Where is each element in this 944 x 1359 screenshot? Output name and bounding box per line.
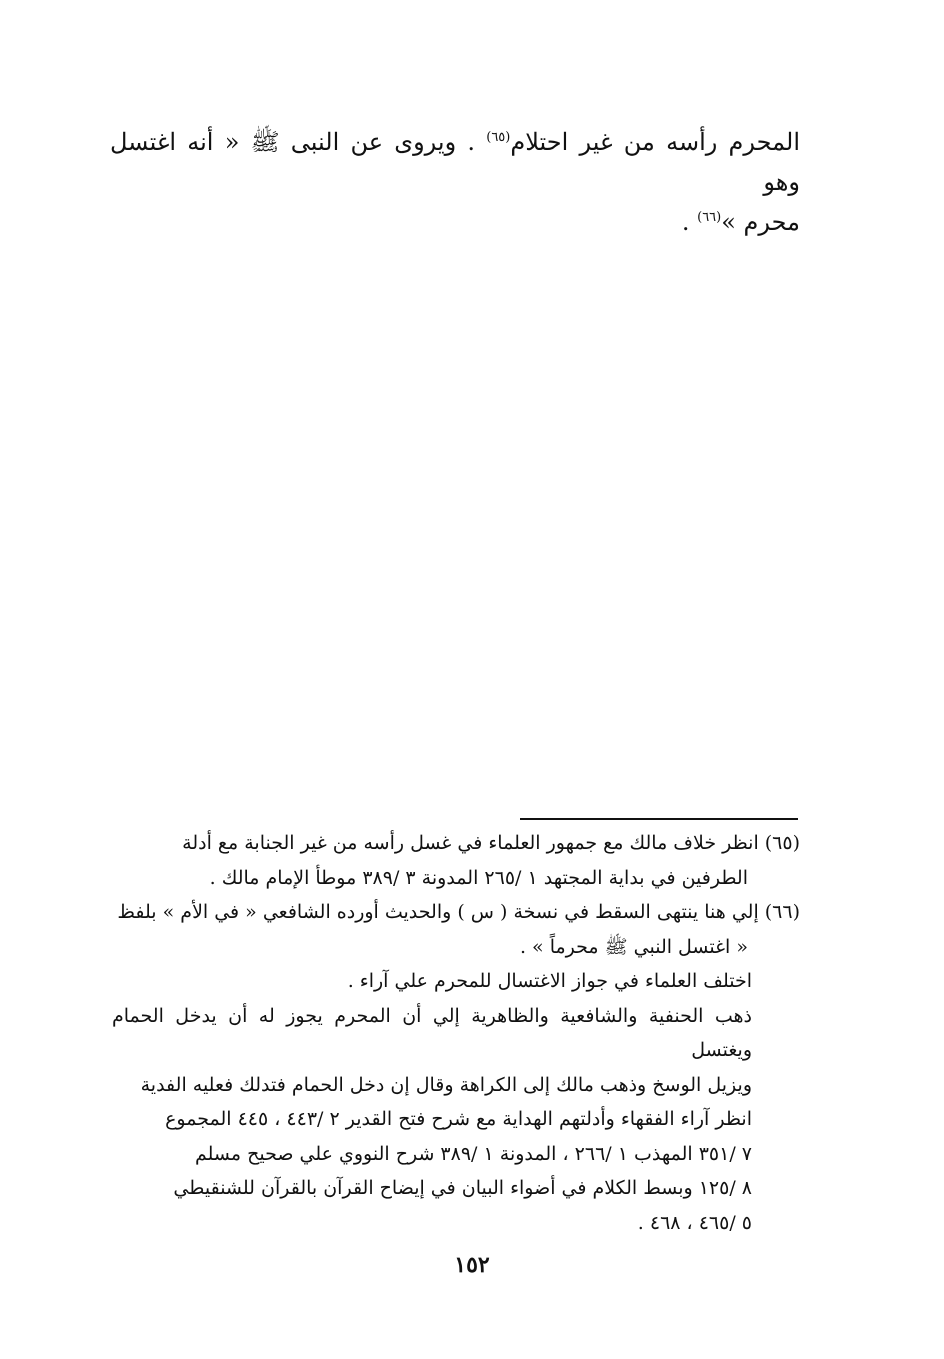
footnote-separator	[520, 818, 798, 820]
main-text-segment: المحرم رأسه من غير احتلام	[510, 128, 800, 156]
page-number: ١٥٢	[454, 1252, 490, 1278]
footnote-paragraph-line: ويزيل الوسخ وذهب مالك إلى الكراهة وقال إن دخل الحمام فتدلك فعليه الفدية	[140, 1073, 752, 1096]
footnotes	[112, 826, 800, 1240]
footnote-paragraph-line: ذهب الحنفية والشافعية والظاهرية إلي أن المحرم يجوز له أن يدخل الحمام ويغتسل	[112, 1004, 752, 1061]
footnote-reference-65: (٦٥)	[486, 130, 511, 145]
footnote-66-line-2: « اغتسل النبي ﷺ محرماً » .	[519, 935, 748, 958]
footnote-paragraph-line: اختلف العلماء في جواز الاغتسال للمحرم علي آراء .	[347, 970, 752, 992]
footnote-66	[112, 895, 800, 930]
footnote-paragraph-line: ٥ /٤٦٥ ، ٤٦٨ .	[637, 1211, 752, 1234]
footnote-reference-66: (٦٦)	[697, 210, 722, 225]
footnote-paragraph-line: انظر آراء الفقهاء وأدلتهم الهداية مع شرح فتح القدير ٢ /٤٤٣ ، ٤٤٥ المجموع	[165, 1108, 752, 1130]
footnote-paragraph-line: ٨ /١٢٥ وبسط الكلام في أضواء البيان في إيضاح القرآن بالقرآن للشنقيطي	[173, 1177, 752, 1199]
footnote-paragraph-line: ٧ /٣٥١ المهذب ١ /٢٦٦ ، المدونة ١ /٣٨٩ شرح النووي علي صحيح مسلم	[194, 1142, 752, 1165]
main-text-line-2	[110, 202, 800, 242]
main-text-segment: .	[681, 208, 698, 236]
main-text-segment: . ويروى عن النبى ﷺ « أنه اغتسل وهو	[110, 128, 800, 196]
footnote-number-66: (٦٦)	[764, 901, 800, 923]
main-text-line-1	[110, 122, 800, 202]
footnote-65	[112, 826, 800, 861]
footnote-number-65: (٦٥)	[764, 832, 800, 854]
footnote-66-line-1: إلي هنا ينتهى السقط في نسخة ( س ) والحديث أورده الشافعي « في الأم » بلفظ	[117, 901, 759, 923]
footnote-65-line-1: انظر خلاف مالك مع جمهور العلماء في غسل رأسه من غير الجنابة مع أدلة	[182, 832, 759, 854]
main-text	[110, 122, 800, 242]
main-text-segment: محرم »	[721, 208, 800, 236]
footnote-65-line-2: الطرفين في بداية المجتهد ١ /٢٦٥ المدونة ٣ /٣٨٩ موطأ الإمام مالك .	[209, 866, 748, 889]
